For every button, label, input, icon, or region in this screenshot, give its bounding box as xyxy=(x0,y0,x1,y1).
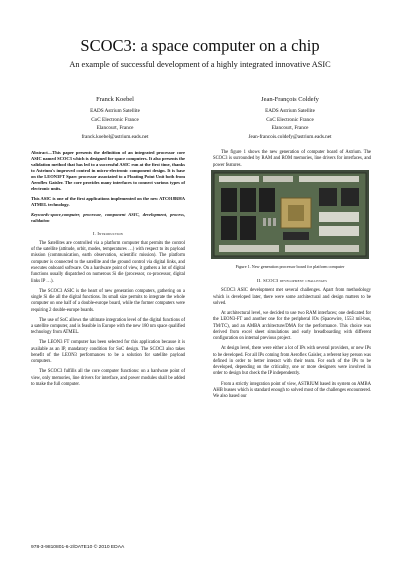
paragraph: The Satellites are controlled via a platform computer that permits the control of the satellite (attitude, orbit, modes, temperatures …) with respect to its payload mission (communication, earth observation, scientific mission). The platform computer is connected to the satellite and the ground control via digital links, and executes onboard software. On a hardware point of view, it gathers a lot of digital functions usually dispatched on numerous Si die (processor, co-processor, digital links IP …). xyxy=(31,240,185,284)
paragraph: The SCOC3 ASIC is the heart of new generation computers, gathering on a single Si die all the digital functions. Its small size permits to integrate the whole computer on one half of a double-europe board, while the former computers were requiring 2 double-europe boards. xyxy=(31,288,185,313)
author-org: EADS Astrium Satellite xyxy=(265,108,315,114)
paragraph: At architectural level, we decided to use two RAM interfaces; one dedicated for the LEON3-FT and another one for the peripheral IOs (Spacewire, 1553 mil-bus, TM/TC), and an AMBA architecture/DMA for the performance. This choice was derived from excel sheet simulations and early breadboarding with different configuration on internal previous project. xyxy=(213,310,371,342)
circuit-board-image xyxy=(211,170,369,259)
author-dept: CoC Electronic France xyxy=(266,116,314,123)
paragraph: The LEON3 FT computer has been selected for this application because it is available as an IP, mandatory condition for SoC design. The SCOC3 also takes benefit of the LEON3 performances to be a solution for satellite payload computers. xyxy=(31,340,185,365)
author-city: Elancourt, France xyxy=(271,125,309,132)
paragraph: The use of SoC allows the ultimate integration level of the digital functions of a satellite computer, and is feasible in Europe with the new 180 nm space qualified technology from ATMEL. xyxy=(31,317,185,336)
left-column xyxy=(31,150,185,392)
paragraph: At design level, there were either a lot of IPs with several providers, or new IPs to be developed. For all IPs coming from Aeroflex Gaisler, a referent key person was defined in order to better interact with their team. For each of the IPs to be developed, depending on the criticality, one or more designers were involved in order to design but check the IP independently. xyxy=(213,346,371,377)
paragraph: The figure 1 shows the new generation of computer board of Astrium. The SCOC3 is surrounded by RAM and ROM memories, line drivers for interfaces, and power features. xyxy=(213,150,371,168)
section-heading-challenges: II. SCOC3 development challenges xyxy=(256,278,328,283)
abstract-note: This ASIC is one of the first applications implemented on the new ATC018RHA ATMEL technology. xyxy=(31,195,185,207)
author-name: Franck Koebel xyxy=(96,96,134,103)
author-org: EADS Astrium Satellite xyxy=(90,108,140,114)
author-city: Elancourt, France xyxy=(96,125,134,132)
figure-board-photo xyxy=(211,170,369,259)
author-block-1 xyxy=(30,95,200,141)
page-footer: 978-3-9810801-6-2/DATE10 © 2010 EDAA xyxy=(31,545,125,550)
author-block-2 xyxy=(205,95,375,141)
abstract: Abstract—This paper presents the definition of an integrated processor core ASIC named SCOC3 which is designed for space computers. It also presents the validation method that has led to a successful ASIC run at the first time, thanks to Astrium's improved control in micro-electronic component design. It is base on the LEON3FT Sparc processor associated to a Floating Point Unit both from Aeroflex Gaisler. The core provides many interfaces to connect various types of electronic units. xyxy=(31,150,185,191)
paper-subtitle: An example of successful development of a highly integrated innovative ASIC xyxy=(69,60,331,69)
author-email: Jean-francois.coldefy@astrium.eads.net xyxy=(248,133,332,140)
paragraph: SCOC3 ASIC development met several challenges. Apart from methodology which is developed later, there were some architectural and design matters to be solved. xyxy=(213,288,371,306)
paragraph: From a strictly integration point of view, ASTRIUM based its system on AMBA AHB busses which is standard enough to solved most of the challenges encountered. We also based our xyxy=(213,381,371,400)
author-dept: CoC Electronic France xyxy=(91,116,139,123)
figure-caption: Figure 1. New generation processor board for platform computer xyxy=(235,264,345,269)
section-heading-introduction: I. Introduction xyxy=(92,230,124,236)
paper-title: SCOC3: a space computer on a chip xyxy=(80,36,320,55)
author-email: franck.koebel@astrium.eads.net xyxy=(81,133,149,140)
paragraph: The SCOC3 fulfills all the core computer functions: on a hardware point of view, only memories, line drivers for interface, and power modules shall be added to make the full computer. xyxy=(31,369,185,388)
keywords: Keywords-space,computer, processor, component ASIC, development, process, validation xyxy=(31,211,185,223)
author-name: Jean-François Coldefy xyxy=(261,96,319,103)
right-column-bottom xyxy=(213,278,371,404)
